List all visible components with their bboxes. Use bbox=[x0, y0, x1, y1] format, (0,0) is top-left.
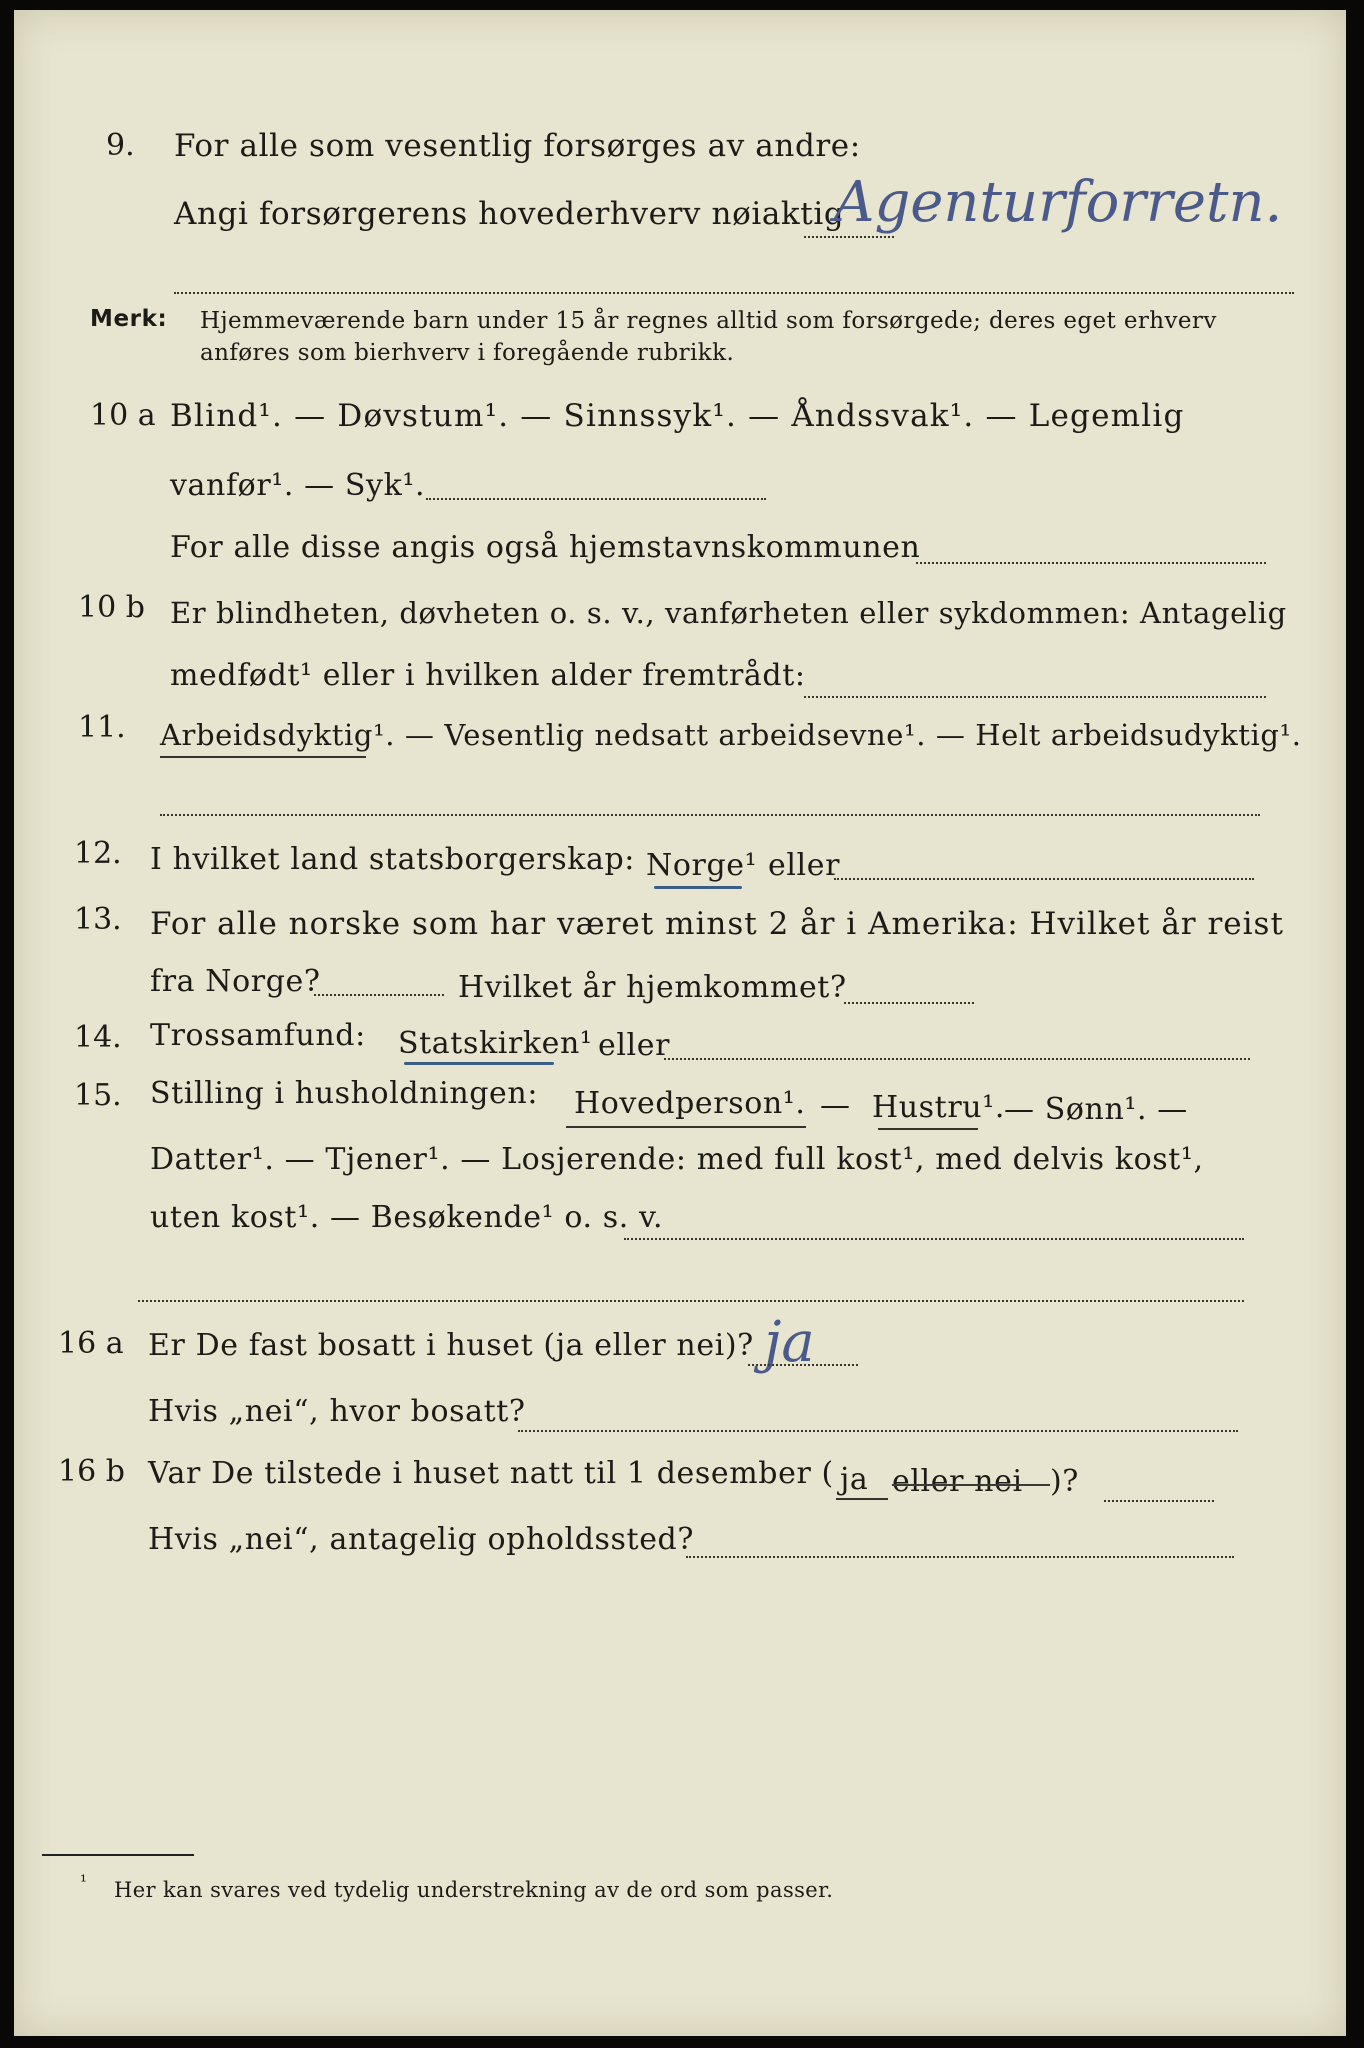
q15-underline-hustru bbox=[878, 1128, 978, 1130]
q16b-struck-text: eller nei bbox=[892, 1464, 1023, 1499]
q14-prefix: Trossamfund: bbox=[150, 1018, 366, 1053]
q10a-line3: For alle disse angis også hjemstavnskommunen bbox=[170, 530, 921, 565]
q11-underline-arbeidsdyktig bbox=[160, 756, 366, 758]
q10a-line2-blank bbox=[426, 498, 766, 500]
q13-reist-blank bbox=[314, 994, 444, 996]
q13-hjem-blank bbox=[844, 1002, 974, 1004]
q13-line2a: fra Norge? bbox=[150, 964, 321, 999]
q16b-line1-blank bbox=[1104, 1500, 1214, 1502]
q10a-number: 10 a bbox=[90, 398, 156, 433]
q9-answer-line bbox=[804, 236, 894, 238]
q15-line3: uten kost¹. — Besøkende¹ o. s. v. bbox=[150, 1200, 664, 1235]
merk-line1: Hjemmeværende barn under 15 år regnes alltid som forsørgede; deres eget erhverv bbox=[200, 308, 1217, 334]
q10b-number: 10 b bbox=[78, 590, 145, 625]
q16b-line2-blank bbox=[686, 1556, 1234, 1558]
footnote-rule bbox=[42, 1854, 194, 1856]
q15-line2: Datter¹. — Tjener¹. — Losjerende: med full kost¹, med delvis kost¹, bbox=[150, 1142, 1204, 1177]
q9-line1: For alle som vesentlig forsørges av andre: bbox=[174, 128, 861, 164]
census-form-page bbox=[14, 10, 1346, 2036]
q9-blank-line bbox=[174, 292, 1294, 294]
q9-line2: Angi forsørgerens hovederhverv nøiaktig bbox=[174, 196, 845, 232]
q12-underline-norge bbox=[654, 886, 742, 889]
q15-number: 15. bbox=[74, 1078, 122, 1113]
q15-rest1: — Sønn¹. — bbox=[1004, 1092, 1188, 1127]
q16b-line1b: )? bbox=[1050, 1464, 1079, 1499]
q14-blank bbox=[664, 1058, 1250, 1060]
footnote-mark: ¹ bbox=[80, 1872, 88, 1892]
q12-option-norge: Norge¹ bbox=[646, 848, 758, 883]
q14-suffix: eller bbox=[598, 1028, 671, 1063]
q12-blank bbox=[834, 878, 1254, 880]
merk-label: Merk: bbox=[90, 306, 168, 332]
q11-number: 11. bbox=[78, 710, 126, 745]
q16a-line2-blank bbox=[518, 1430, 1238, 1432]
q9-handwritten-answer: Agenturforretn. bbox=[834, 170, 1283, 235]
q14-underline-statskirken bbox=[404, 1062, 554, 1065]
q16b-line1a: Var De tilstede i huset natt til 1 desember ( bbox=[148, 1456, 834, 1491]
q16b-line2: Hvis „nei“, antagelig opholdssted? bbox=[148, 1522, 695, 1557]
q15-sep1: — bbox=[820, 1088, 851, 1123]
q14-option-statskirken: Statskirken¹ bbox=[398, 1026, 593, 1061]
q11-line1: Arbeidsdyktig¹. — Vesentlig nedsatt arbeidsevne¹. — Helt arbeidsudyktig¹. bbox=[160, 718, 1302, 752]
q16a-number: 16 a bbox=[58, 1326, 124, 1361]
q16b-number: 16 b bbox=[58, 1454, 125, 1489]
q16a-line2: Hvis „nei“, hvor bosatt? bbox=[148, 1394, 526, 1429]
q15-underline-hovedperson bbox=[566, 1126, 806, 1128]
q13-line1: For alle norske som har været minst 2 år i Amerika: Hvilket år reist bbox=[150, 906, 1284, 942]
q12-number: 12. bbox=[74, 836, 122, 871]
q13-number: 13. bbox=[74, 902, 122, 937]
q12-prefix: I hvilket land statsborgerskap: bbox=[150, 842, 635, 877]
q10a-line2: vanfør¹. — Syk¹. bbox=[170, 468, 426, 503]
q10b-line2: medfødt¹ eller i hvilken alder fremtrådt: bbox=[170, 658, 806, 693]
q15-option-hustru: Hustru¹. bbox=[872, 1090, 1005, 1125]
q10a-line1: Blind¹. — Døvstum¹. — Sinnssyk¹. — Åndssvak¹. — Legemlig bbox=[170, 398, 1185, 434]
q9-number: 9. bbox=[106, 128, 135, 163]
q12-suffix: eller bbox=[768, 848, 841, 883]
q11-blank bbox=[160, 814, 1260, 816]
q16b-strikethrough bbox=[892, 1484, 1050, 1486]
q10a-line3-blank bbox=[916, 562, 1266, 564]
q10b-blank bbox=[804, 696, 1266, 698]
q15-prefix: Stilling i husholdningen: bbox=[150, 1076, 539, 1111]
q16b-underline-ja bbox=[836, 1498, 888, 1500]
q16a-line1: Er De fast bosatt i huset (ja eller nei)? bbox=[148, 1328, 754, 1363]
q14-number: 14. bbox=[74, 1020, 122, 1055]
q16a-answer-line bbox=[748, 1364, 858, 1366]
merk-line2: anføres som bierhverv i foregående rubrikk. bbox=[200, 340, 735, 366]
q15-line3-blank bbox=[624, 1238, 1244, 1240]
q16a-handwritten-answer: ja bbox=[764, 1310, 815, 1375]
q15-blank bbox=[138, 1300, 1244, 1302]
q10b-line1: Er blindheten, døvheten o. s. v., vanførheten eller sykdommen: Antagelig bbox=[170, 596, 1287, 630]
q15-option-hovedperson: Hovedperson¹. bbox=[574, 1086, 806, 1121]
footnote-text: Her kan svares ved tydelig understrekning av de ord som passer. bbox=[114, 1878, 834, 1902]
q16b-yes: ja bbox=[840, 1462, 869, 1497]
q13-line2b: Hvilket år hjemkommet? bbox=[458, 970, 847, 1005]
